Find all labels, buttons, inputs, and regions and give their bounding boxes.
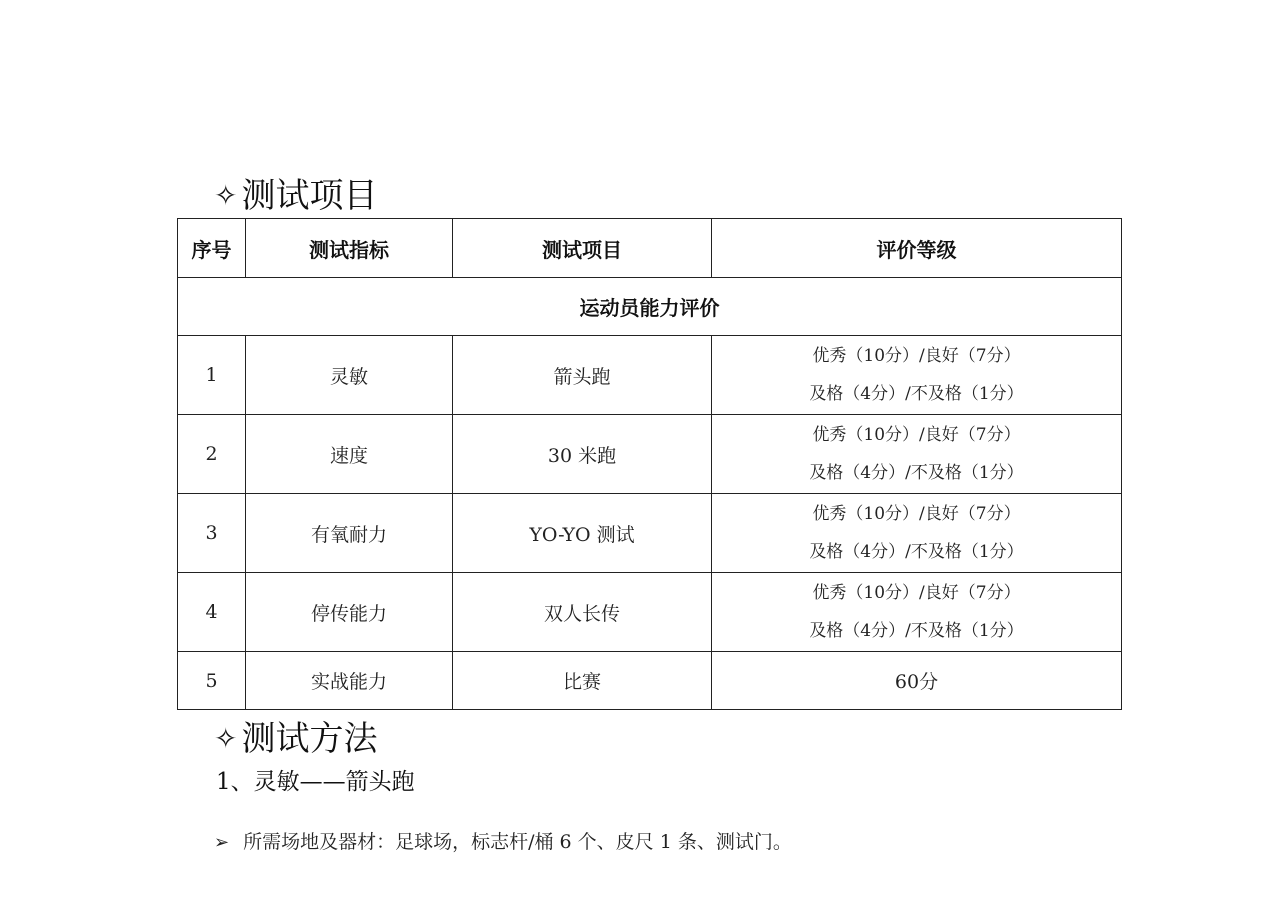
header-no: 序号 bbox=[178, 219, 246, 278]
grade-line-2: 及格（4分）/不及格（1分） bbox=[809, 384, 1024, 404]
header-grade: 评价等级 bbox=[712, 219, 1122, 278]
grade-line-2: 及格（4分）/不及格（1分） bbox=[809, 542, 1024, 562]
cell-grade bbox=[712, 573, 1122, 652]
grade-line-2: 及格（4分）/不及格（1分） bbox=[809, 621, 1024, 641]
four-pointed-star-icon: ✧ bbox=[214, 722, 238, 755]
cell-indicator: 实战能力 bbox=[246, 652, 453, 710]
table-row bbox=[178, 415, 1122, 494]
header-item: 测试项目 bbox=[453, 219, 712, 278]
grade-line-2: 及格（4分）/不及格（1分） bbox=[809, 463, 1024, 483]
section-title: 测试项目 bbox=[241, 176, 378, 216]
table-header-row bbox=[178, 219, 1122, 278]
table-row bbox=[178, 494, 1122, 573]
cell-no: 2 bbox=[178, 415, 246, 494]
cell-indicator: 速度 bbox=[246, 415, 453, 494]
arrowhead-bullet-icon: ➢ bbox=[214, 832, 230, 853]
cell-grade bbox=[712, 415, 1122, 494]
method-title: 1、灵敏——箭头跑 bbox=[216, 769, 415, 795]
group-title: 运动员能力评价 bbox=[178, 278, 1122, 336]
section-heading-test-items bbox=[214, 176, 377, 216]
cell-item: 比赛 bbox=[453, 652, 712, 710]
cell-grade bbox=[712, 336, 1122, 415]
cell-grade bbox=[712, 494, 1122, 573]
cell-indicator: 有氧耐力 bbox=[246, 494, 453, 573]
cell-grade: 60分 bbox=[712, 652, 1122, 710]
four-pointed-star-icon: ✧ bbox=[214, 179, 238, 212]
table-row bbox=[178, 652, 1122, 710]
cell-item: 30 米跑 bbox=[453, 415, 712, 494]
cell-item: 双人长传 bbox=[453, 573, 712, 652]
equipment-text: 所需场地及器材：足球场，标志杆/桶 6 个、皮尺 1 条、测试门。 bbox=[243, 831, 792, 853]
table-row bbox=[178, 573, 1122, 652]
cell-no: 1 bbox=[178, 336, 246, 415]
grade-line-1: 优秀（10分）/良好（7分） bbox=[812, 425, 1021, 445]
section-heading-test-methods bbox=[214, 719, 377, 759]
cell-no: 5 bbox=[178, 652, 246, 710]
evaluation-table bbox=[177, 218, 1122, 710]
equipment-bullet bbox=[214, 827, 792, 858]
cell-item: 箭头跑 bbox=[453, 336, 712, 415]
cell-no: 3 bbox=[178, 494, 246, 573]
grade-line-1: 优秀（10分）/良好（7分） bbox=[812, 504, 1021, 524]
cell-no: 4 bbox=[178, 573, 246, 652]
section-title: 测试方法 bbox=[241, 719, 378, 759]
cell-indicator: 停传能力 bbox=[246, 573, 453, 652]
grade-line-1: 优秀（10分）/良好（7分） bbox=[812, 346, 1021, 366]
cell-indicator: 灵敏 bbox=[246, 336, 453, 415]
cell-item: YO-YO 测试 bbox=[453, 494, 712, 573]
header-indicator: 测试指标 bbox=[246, 219, 453, 278]
table-group-row bbox=[178, 278, 1122, 336]
table-row bbox=[178, 336, 1122, 415]
grade-line-1: 优秀（10分）/良好（7分） bbox=[812, 583, 1021, 603]
